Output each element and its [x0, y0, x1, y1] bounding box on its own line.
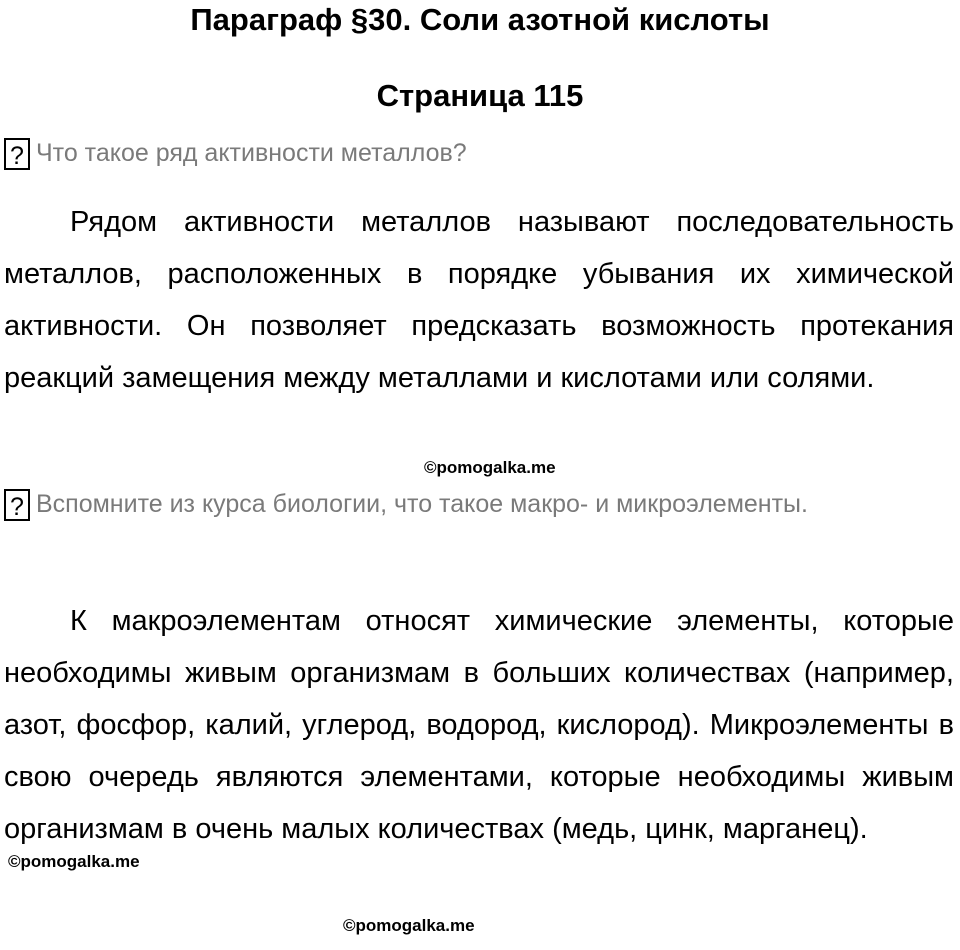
question-box-icon: ?: [4, 138, 30, 170]
question-box-icon: ?: [4, 489, 30, 521]
question-2: [4, 482, 956, 526]
watermark: ©pomogalka.me: [8, 852, 140, 871]
question-1: [4, 131, 956, 175]
answer-1: [4, 196, 954, 404]
watermark: ©pomogalka.me: [424, 458, 556, 477]
page-number-heading: Страница 115: [376, 78, 584, 113]
question-2-text: Вспомните из курса биологии, что такое макро- и микроэлементы.: [36, 490, 808, 518]
watermark: ©pomogalka.me: [343, 916, 475, 935]
answer-1-text: Рядом активности металлов называют последовательность металлов, расположенных в порядке убывания их химической активности. Он позволяет предсказать возможность протекания реакций замещения между металлами и кислотами или солями.: [4, 206, 954, 394]
question-1-text: Что такое ряд активности металлов?: [36, 139, 467, 167]
answer-2-text: К макроэлементам относят химические элементы, которые необходимы живым организмам в больших количествах (например, азот, фосфор, калий, углерод, водород, кислород). Микроэлементы в свою очередь являются элементами, которые необходимы живым организмам в очень малых количествах (медь, цинк, марганец).: [4, 605, 954, 845]
answer-2: [4, 595, 954, 855]
paragraph-title: Параграф §30. Соли азотной кислоты: [190, 2, 770, 37]
